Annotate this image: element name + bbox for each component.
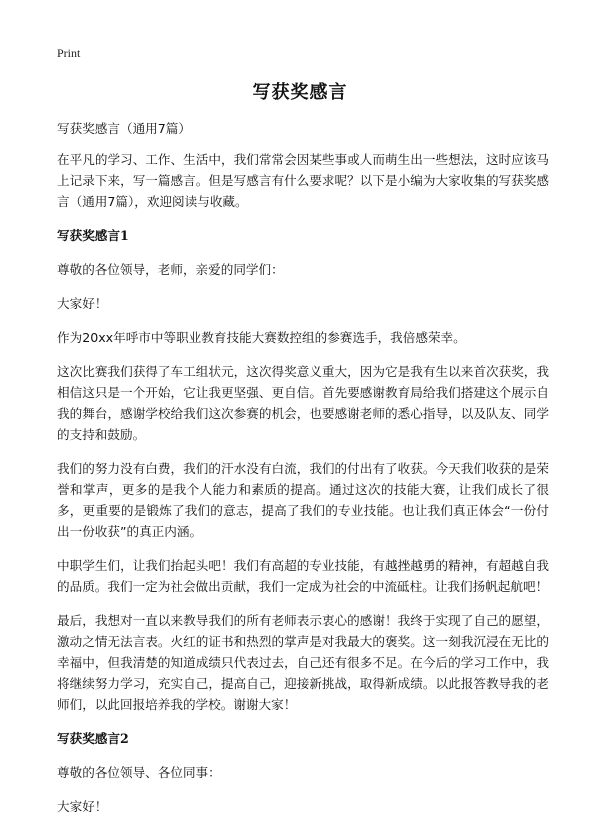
section-heading-1: 写获奖感言1 (57, 228, 129, 243)
section-1-paragraph: 尊敬的各位领导，老师，亲爱的同学们： (57, 262, 284, 277)
article-body (57, 118, 549, 830)
article-subtitle: 写获奖感言（通用7篇） (57, 121, 191, 136)
section-1-paragraph: 最后，我想对一直以来教导我们的所有老师表示衷心的感谢！我终于实现了自己的愿望，激动之情无法言表。火红的证书和热烈的掌声是对我最大的褒奖。这一刻我沉浸在无比的幸福中，但我清楚的知道成绩只代表过去，自己还有很多不足。在今后的学习工作中，我将继续努力学习，充实自己，提高自己，迎接新挑战，取得新成绩。以此报答教导我的老师们，以此回报培养我的学校。谢谢大家！ (57, 613, 549, 712)
section-2-paragraph: 大家好！ (57, 799, 108, 814)
section-1-paragraph: 中职学生们，让我们抬起头吧！我们有高超的专业技能，有越挫越勇的精神，有超越自我的品质。我们一定为社会做出贡献，我们一定成为社会的中流砥柱。让我们扬帆起航吧！ (57, 558, 549, 594)
section-1-paragraph: 这次比赛我们获得了车工组状元，这次得奖意义重大，因为它是我有生以来首次获奖，我相信这只是一个开始，它让我更坚强、更自信。首先要感谢教育局给我们搭建这个展示自我的舞台，感谢学校给我们这次参赛的机会，也要感谢老师的悉心指导，以及队友、同学的支持和鼓励。 (57, 364, 549, 442)
section-1-paragraph: 作为20xx年呼市中等职业教育技能大赛数控组的参赛选手，我倍感荣幸。 (57, 330, 466, 345)
intro-paragraph: 在平凡的学习、工作、生活中，我们常常会因某些事或人而萌生出一些想法，这时应该马上记录下来，写一篇感言。但是写感言有什么要求呢？以下是小编为大家收集的写获奖感言（通用7篇），欢迎阅读与收藏。 (57, 152, 549, 209)
section-1-paragraph: 大家好！ (57, 296, 108, 311)
section-2-paragraph: 尊敬的各位领导、各位同事： (57, 765, 221, 780)
section-1-paragraph: 我们的努力没有白费，我们的汗水没有白流，我们的付出有了收获。今天我们收获的是荣誉和掌声，更多的是我个人能力和素质的提高。通过这次的技能大赛，让我们成长了很多，更重要的是锻炼了我们的意志，提高了我们的专业技能。也让我们真正体会“一份付出一份收获”的真正内涵。 (57, 461, 549, 539)
print-link[interactable]: Print (57, 46, 81, 60)
page-title: 写获奖感言 (252, 82, 348, 103)
section-heading-2: 写获奖感言2 (57, 731, 129, 746)
